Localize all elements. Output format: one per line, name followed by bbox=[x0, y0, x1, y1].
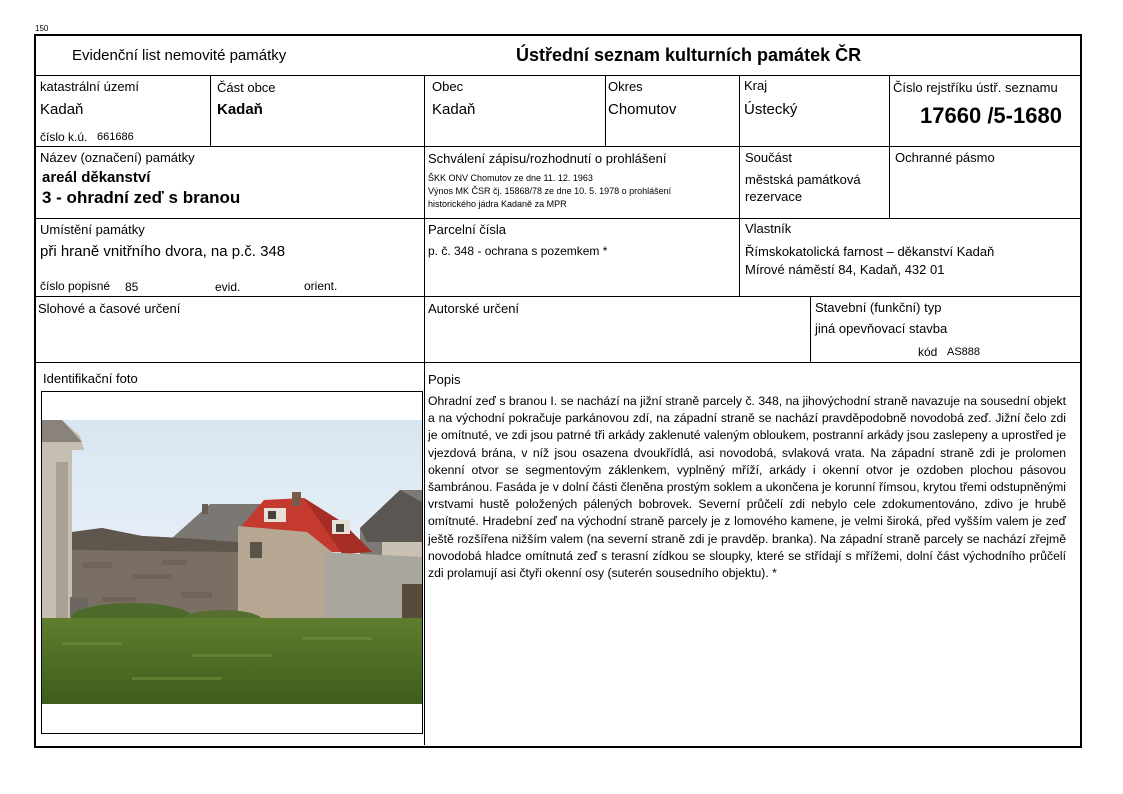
umisteni-label: Umístění památky bbox=[40, 222, 145, 237]
foto-label: Identifikační foto bbox=[43, 371, 138, 386]
katastr-value: Kadaň bbox=[40, 101, 84, 118]
popis-text: Ohradní zeď s branou I. se nachází na jižní straně parcely č. 348, na jihovýchodní straně navazuje na sousední objekt a na východní pokračuje parkánovou zdí, na západní straně se nachází pravděpodobně novodobá zeď. Jižní čelo zdi je omítnuté, ve zdi jsou patrné tři arkády zaklenuté valeným obloukem, postranní arkády jsou zaslepeny a uprostřed je vjezdová brána, v níž jsou osazena dvoukřídlá, asi novodobá, svlaková vrata. Na západní straně zdi je prolomen okenní otvor se segmentovým záklenkem, vyplněný mříží, arkády i okenní otvor je ozdoben plochou pásovou šambránou. Fasáda je v dolní části členěna prostým soklem a ukončena je korunní římsou, krytou třemi odstupněnými vrstvami hustě položených pálených bobrovek. Severní průčelí zdi nebylo cele zdokumentováno, zdivo je hrubě omítnuté. Hradební zeď na východní straně parcely je z lomového kamene, je velmi široká, před vyšším valem je zeď ještě rozšířena nižším valem (na severní straně zdi je pravděp. branka). Na západní straně parcely se nachází zřejmě novodobá hladce omítnutá zeď s terasní zídkou se sloupky, které se střídají s mřížemi, dolní část východního průčelí zdi prolamují asi čtyři okenní osy (suterén sousedního objektu). * bbox=[428, 394, 1066, 581]
obec-value: Kadaň bbox=[432, 101, 476, 118]
parcelni-value: p. č. 348 - ochrana s pozemkem * bbox=[428, 244, 608, 258]
autorske-label: Autorské určení bbox=[428, 301, 520, 316]
schvaleni-line2: Výnos MK ČSR čj. 15868/78 ze dne 10. 5. 1978 o prohlášení bbox=[428, 186, 672, 196]
vlastnik-line2: Mírové náměstí 84, Kadaň, 432 01 bbox=[745, 262, 945, 277]
cast-obce-value: Kadaň bbox=[217, 101, 263, 118]
umisteni-value: při hraně vnitřního dvora, na p.č. 348 bbox=[40, 243, 286, 260]
rejstrik-number-suffix: /5-1680 bbox=[987, 103, 1062, 128]
okres-label: Okres bbox=[608, 79, 643, 94]
sheet-left-title: Evidenční list nemovité památky bbox=[72, 47, 287, 64]
page-number: 150 bbox=[35, 24, 49, 33]
identification-photo bbox=[41, 391, 423, 734]
schvaleni-line1: ŠKK ONV Chomutov ze dne 11. 12. 1963 bbox=[428, 173, 593, 183]
kraj-value: Ústecký bbox=[744, 101, 798, 118]
nazev-line2: 3 - ohradní zeď s branou bbox=[42, 188, 241, 207]
ochranne-pasmo-label: Ochranné pásmo bbox=[895, 150, 995, 165]
soucast-label: Součást bbox=[745, 150, 792, 165]
vlastnik-label: Vlastník bbox=[745, 221, 792, 236]
kraj-label: Kraj bbox=[744, 78, 768, 93]
evid-label: evid. bbox=[215, 280, 241, 294]
popisne-label: číslo popisné bbox=[40, 279, 111, 293]
stavebni-label: Stavební (funkční) typ bbox=[815, 300, 942, 315]
soucast-line1: městská památková bbox=[745, 172, 861, 187]
cislo-ku-label: číslo k.ú. bbox=[40, 130, 88, 144]
parcelni-label: Parcelní čísla bbox=[428, 222, 507, 237]
vlastnik-line1: Římskokatolická farnost – děkanství Kadaň bbox=[745, 244, 995, 259]
stavebni-value: jiná opevňovací stavba bbox=[815, 321, 948, 336]
popisne-value: 85 bbox=[125, 280, 139, 294]
popis-label: Popis bbox=[428, 372, 461, 387]
orient-label: orient. bbox=[304, 279, 338, 293]
obec-label: Obec bbox=[432, 79, 464, 94]
katastr-label: katastrální území bbox=[40, 79, 139, 94]
nazev-line1: areál děkanství bbox=[42, 169, 151, 186]
cislo-ku-value: 661686 bbox=[97, 131, 134, 143]
schvaleni-line3: historického jádra Kadaně za MPR bbox=[428, 199, 567, 209]
rejstrik-number bbox=[920, 103, 1062, 129]
kod-value: AS888 bbox=[947, 346, 981, 358]
nazev-label: Název (označení) památky bbox=[40, 150, 195, 165]
sheet-main-title: Ústřední seznam kulturních památek ČR bbox=[516, 45, 862, 65]
schvaleni-label: Schválení zápisu/rozhodnutí o prohlášení bbox=[428, 151, 667, 166]
okres-value: Chomutov bbox=[608, 101, 677, 118]
cast-obce-label: Část obce bbox=[217, 80, 276, 95]
rejstrik-label: Číslo rejstříku ústř. seznamu bbox=[893, 80, 1058, 95]
kod-label: kód bbox=[918, 345, 938, 359]
rejstrik-number-main: 17660 bbox=[920, 103, 982, 128]
slohove-label: Slohové a časové určení bbox=[38, 301, 181, 316]
soucast-line2: rezervace bbox=[745, 189, 803, 204]
photo-illustration bbox=[42, 392, 422, 733]
